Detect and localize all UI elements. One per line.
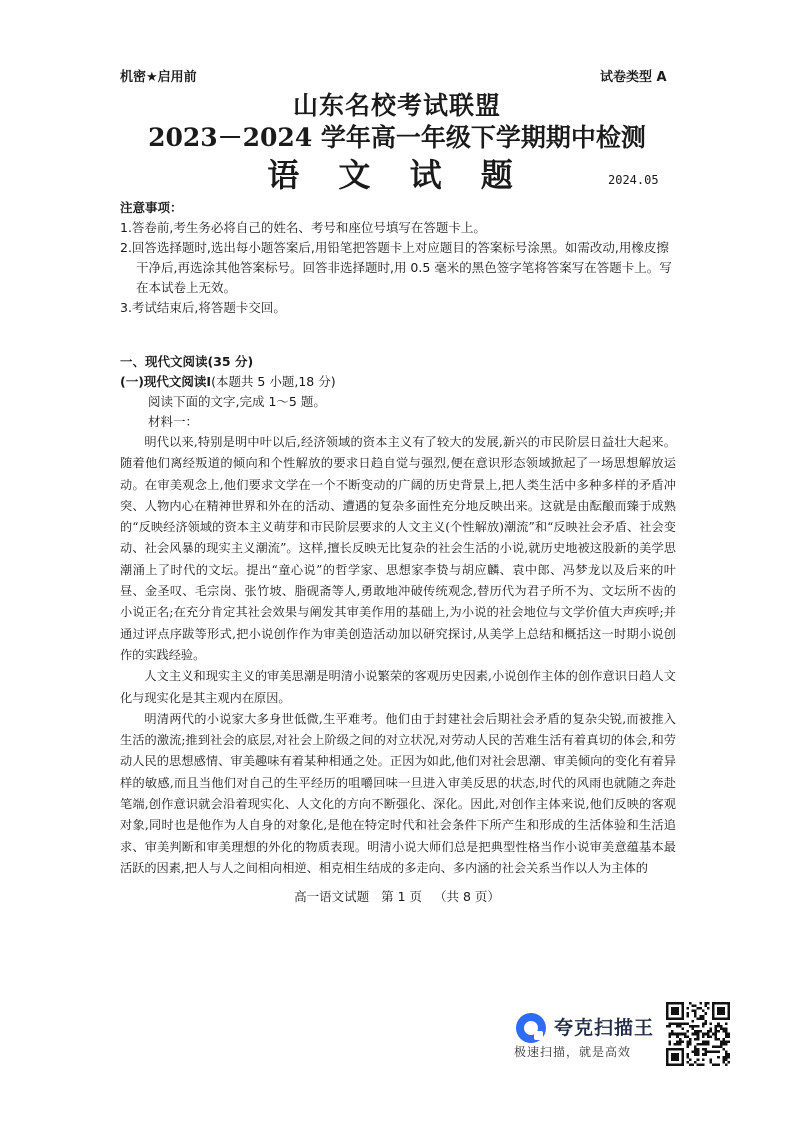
- footer-course: 高一语文试题: [294, 889, 370, 904]
- paper-type-label: 试卷类型 A: [600, 70, 667, 85]
- organization-title: 山东名校考试联盟: [292, 91, 501, 120]
- notice-item: 1.答卷前,考生务必将自己的姓名、考号和座位号填写在答题卡上。: [120, 220, 486, 235]
- notice-heading: 注意事项：: [120, 200, 183, 215]
- footer-page: 第 1 页: [381, 889, 422, 904]
- reading-instruction: 阅读下面的文字,完成 1～5 题。: [148, 394, 326, 409]
- qr-code-icon: [666, 1002, 730, 1066]
- scanner-logo-icon: [514, 1011, 548, 1045]
- page-footer: [0, 887, 794, 905]
- watermark-name: 夸克扫描王: [554, 1017, 655, 1039]
- notice-item: 3.考试结束后,将答题卡交回。: [120, 300, 286, 315]
- notice-item: 2.回答选择题时,选出每小题答案后,用铅笔把答题卡上对应题目的答案标号涂黑。如需改动,用橡皮擦干净后,再选涂其他答案标号。回答非选择题时,用 0.5 毫米的黑色签字笔将答案写在答题卡上。写在本试卷上无效。: [120, 240, 672, 295]
- passage-paragraph: 明代以来,特别是明中叶以后,经济领域的资本主义有了较大的发展,新兴的市民阶层日益壮大起来。随着他们离经叛道的倾向和个性解放的要求日趋自觉与强烈,便在意识形态领域掀起了一场思想解放运动。在审美观念上,他们要求文学在一个不断变动的广阔的历史背景上,把人类生活中多种多样的矛盾冲突、人物内心在精神世界和外在的活动、遭遇的复杂多面性充分地反映出来。这就是由酝酿而臻于成熟的“反映经济领域的资本主义萌芽和市民阶层要求的人文主义(个性解放)潮流”和“反映社会矛盾、社会变动、社会风暴的现实主义潮流”。这样,擅长反映无比复杂的社会生活的小说,就历史地被这股新的美学思潮涌上了时代的文坛。提出“童心说”的哲学家、思想家李贽与胡应麟、袁中郎、冯梦龙以及后来的叶昼、金圣叹、毛宗岗、张竹坡、脂砚斋等人,勇敢地冲破传统观念,替历代为君子所不为、文坛所不齿的小说正名;在充分肯定其社会效果与阐发其审美作用的基础上,为小说的社会地位与文学价值大声疾呼;并通过评点序跋等形式,把小说创作作为审美创造活动加以研究探讨,从美学上总结和概括这一时期小说创作的实践经验。: [120, 435, 676, 662]
- subject-title: 语 文 试 题: [267, 156, 527, 194]
- passage: [120, 432, 676, 879]
- notice-block: [120, 198, 680, 318]
- footer-total: （共 8 页）: [434, 889, 500, 904]
- confidential-label: 机密★启用前: [120, 70, 197, 85]
- subsection-label: (一)现代文阅读Ⅰ: [120, 374, 212, 389]
- material-label: 材料一：: [148, 414, 199, 429]
- section-title: 一、现代文阅读(35 分): [120, 354, 254, 369]
- watermark-slogan: 极速扫描，就是高效: [514, 1045, 632, 1059]
- exam-date: 2024.05: [608, 173, 659, 187]
- exam-title: 2023－2024 学年高一年级下学期期中检测: [148, 123, 646, 152]
- subsection-title: [120, 372, 336, 390]
- subsection-detail: (本题共 5 小题,18 分): [211, 374, 336, 389]
- passage-paragraph: 明清两代的小说家大多身世低微,生平难考。他们由于封建社会后期社会矛盾的复杂尖锐,而被推入生活的激流;推到社会的底层,对社会上阶级之间的对立状况,对劳动人民的苦难生活有着真切的体会,和劳动人民的思想感情、审美趣味有着某种相通之处。正因为如此,他们对社会思潮、审美倾向的变化有着异样的敏感,而且当他们对自己的生平经历的咀嚼回味一旦进入审美反思的状态,时代的风雨也就随之奔赴笔端,创作意识就会沿着现实化、人文化的方向不断强化、深化。因此,对创作主体来说,他们反映的客观对象,同时也是他作为人自身的对象化,是他在特定时代和社会条件下所产生和形成的生活体验和生活追求、审美判断和审美理想的外化的物质表现。明清小说大师们总是把典型性格当作小说审美意蕴基本最活跃的因素,把人与人之间相向相逆、相克相生结成的多走向、多内涵的社会关系当作以人为主体的: [120, 711, 676, 875]
- passage-paragraph: 人文主义和现实主义的审美思潮是明清小说繁荣的客观历史因素,小说创作主体的创作意识日趋人文化与现实化是其主观内在原因。: [120, 669, 676, 705]
